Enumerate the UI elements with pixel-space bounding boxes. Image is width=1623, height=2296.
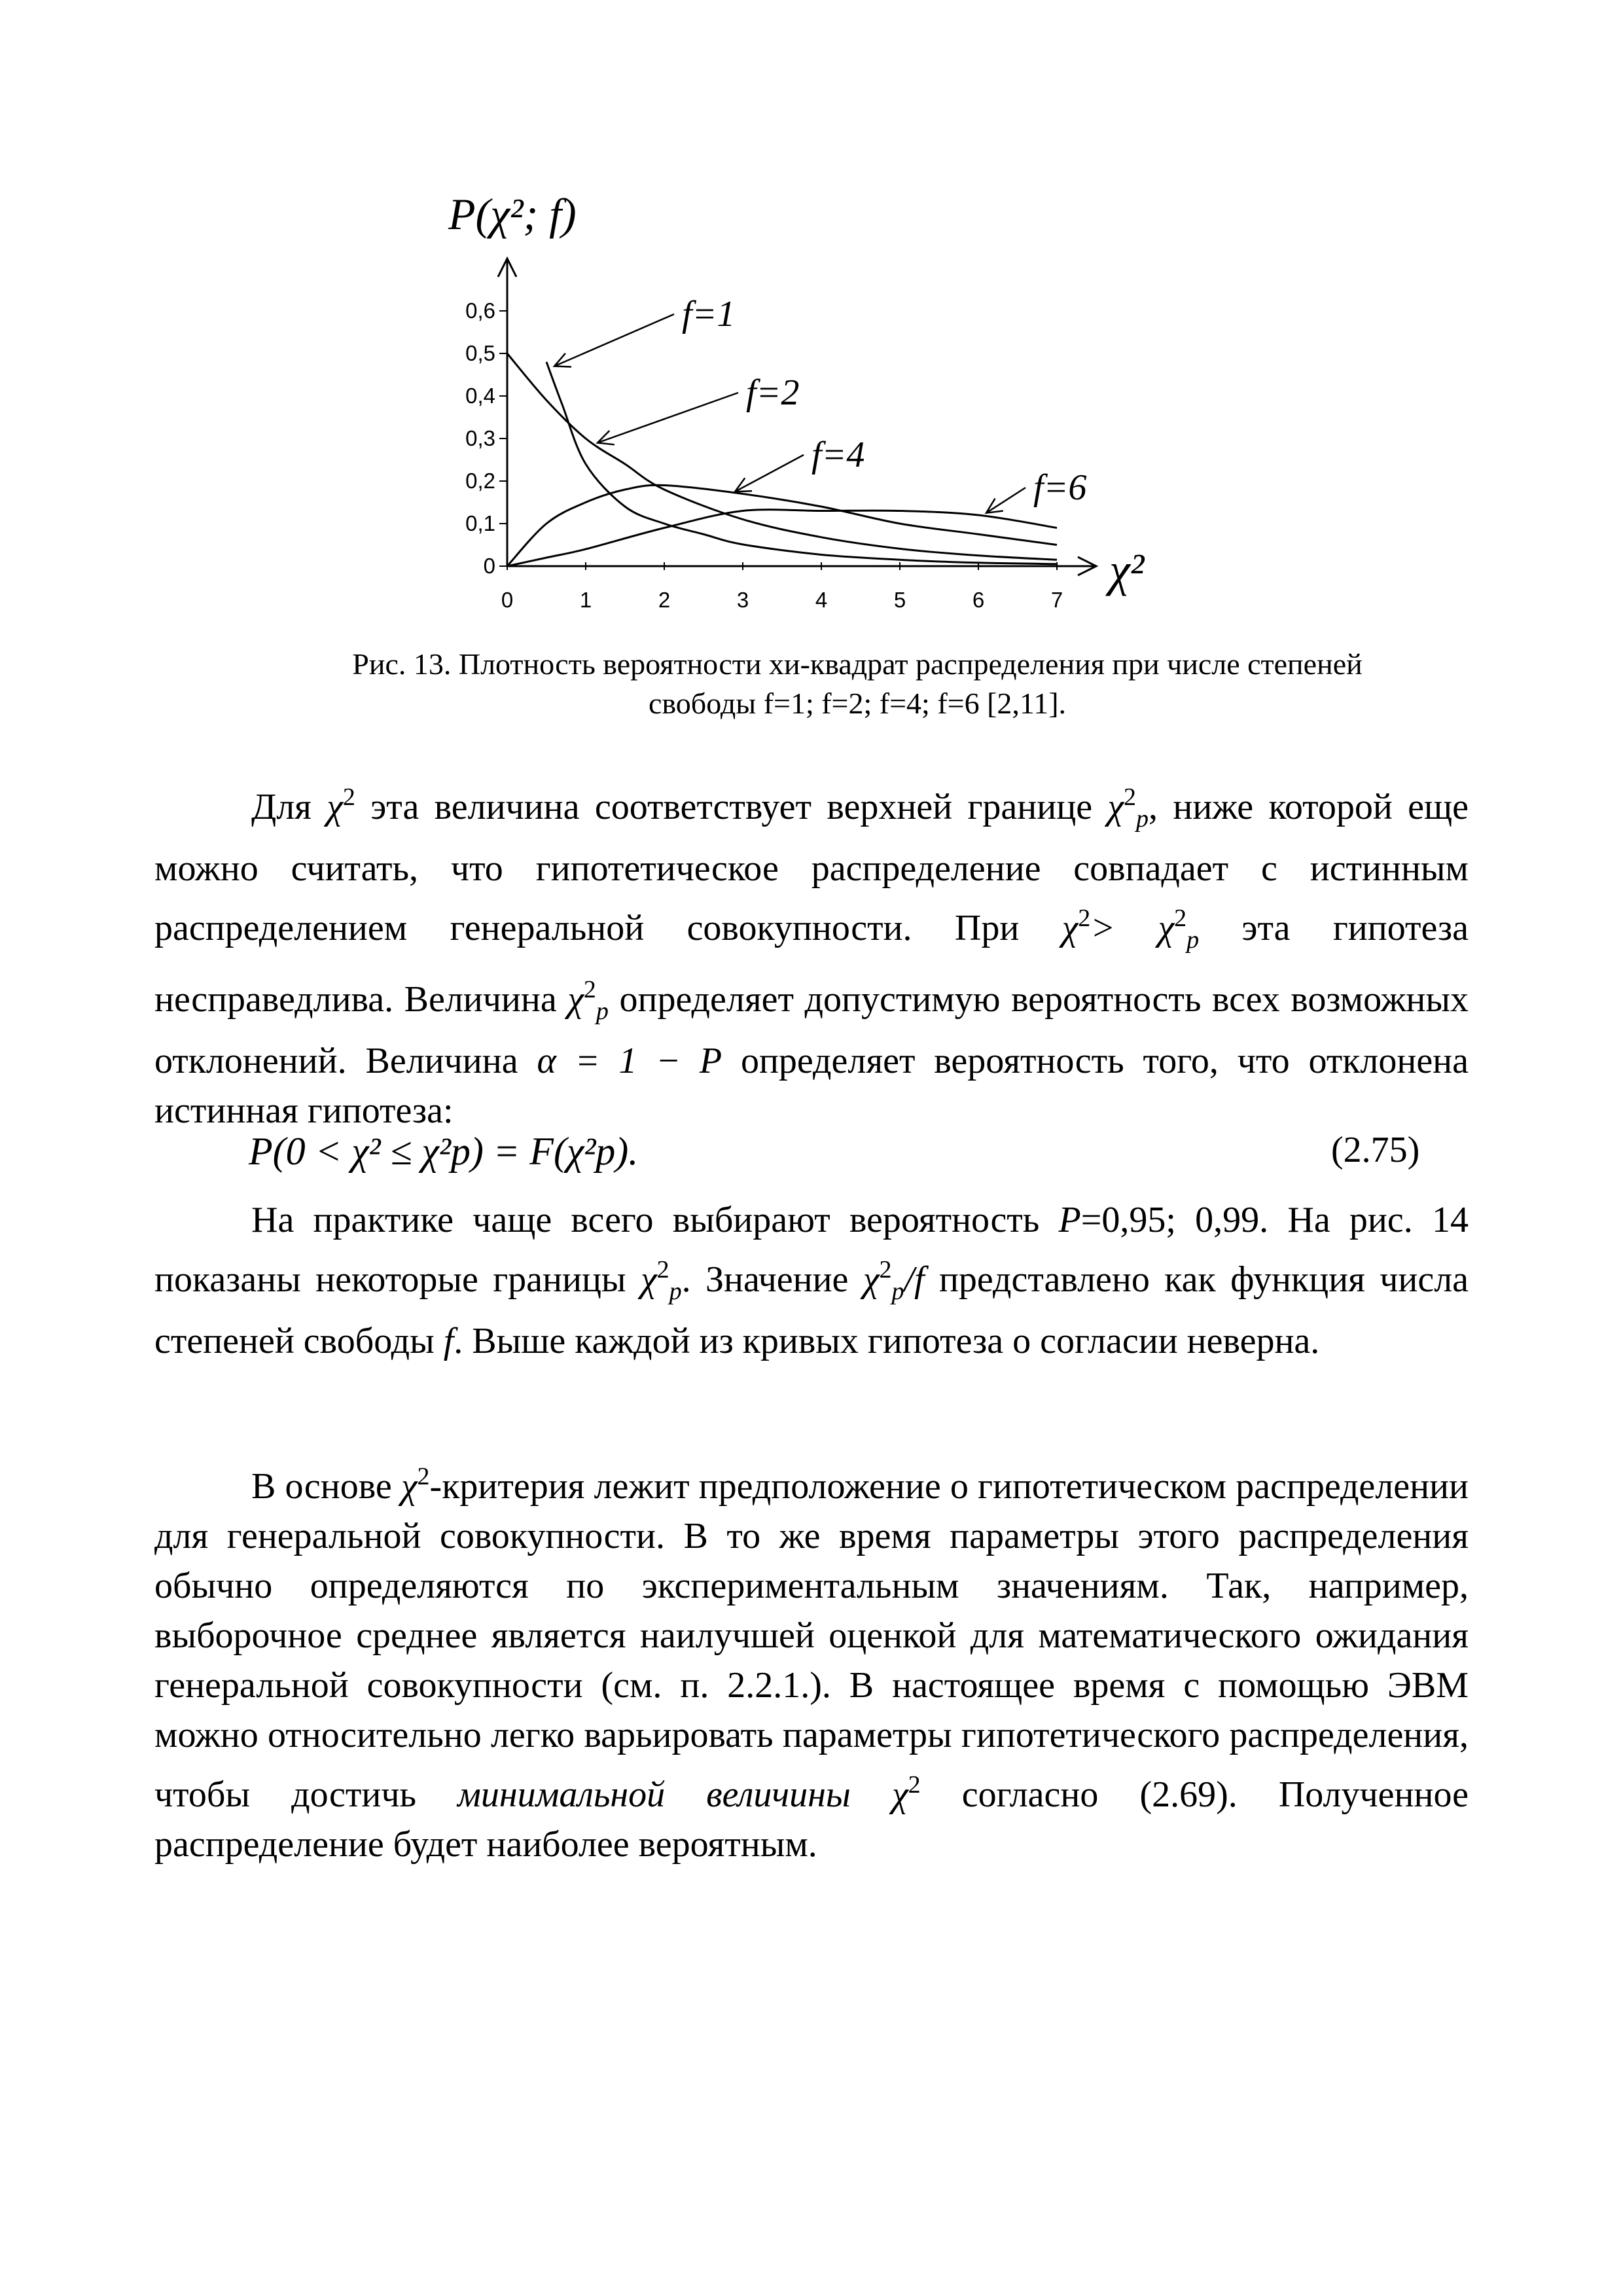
y-tick-label: 0,2	[465, 469, 495, 493]
annotation-arrow	[735, 455, 804, 492]
x-axis-label	[1105, 544, 1145, 596]
p3-text-a: В основе	[251, 1465, 401, 1507]
y-axis-label	[448, 189, 577, 239]
chart-annotations	[554, 294, 1086, 513]
y-tick-label: 0,1	[465, 511, 495, 535]
y-tick-label: 0	[483, 554, 495, 578]
x-tick-label: 6	[972, 588, 985, 612]
chi2-symbol: $\chi^2$	[327, 783, 355, 827]
annotation-arrow	[597, 393, 738, 443]
p2-text-d: представлено как функция числа степеней свободы	[154, 1259, 1469, 1362]
caption-line-2: свободы f=1; f=2; f=4; f=6 [2,11].	[648, 687, 1067, 720]
formula-2-75: P(0 < χ² ≤ χ²p) = F(χ²p).	[249, 1130, 639, 1173]
chi2p-over-f: $\chi^2_p/f$	[863, 1256, 925, 1306]
p2-text-b: =0,95; 0,99. На рис. 14 показаны некоторые границы	[154, 1200, 1469, 1300]
emphasis-min-value: минимальной величины	[457, 1774, 851, 1815]
p2-text-a: На практике чаще всего выбирают вероятность	[251, 1200, 1059, 1240]
y-tick-label: 0,4	[465, 384, 495, 408]
p1-text-b: эта величина соответствует верхней границе	[355, 786, 1108, 827]
figure-caption	[249, 645, 1466, 723]
x-tick-label: 3	[736, 588, 749, 612]
p1-text-f: определяет вероятность того, что отклонена истинная гипотеза:	[154, 1041, 1469, 1132]
p1-text-a: Для	[251, 786, 327, 827]
chi2p-symbol-3: $\chi^2_p$	[640, 1256, 682, 1306]
p3-text-b: -критерия лежит предположение о гипотетическом распределении для генеральной совокупности. В то же время параметры этого распределения обычно определяются по экспериментальным значениям. Так, например, выборочное среднее является наилучшей оценкой для математического ожидания генеральной совокупности (см. п. 2.2.1.). В настоящее время с помощью ЭВМ можно относительно легко варьировать параметры гипотетического распределения, чтобы достичь	[154, 1465, 1469, 1815]
equation-number: (2.75)	[1331, 1130, 1420, 1170]
x-tick-label: 2	[658, 588, 671, 612]
p1-text-e: определяет допустимую вероятность всех возможных отклонений. Величина	[154, 979, 1469, 1082]
paragraph-3	[154, 1452, 1469, 1869]
x-axis-title: χ²	[1109, 544, 1145, 596]
chi2-symbol-3: $\chi^2$	[891, 1770, 921, 1815]
chi2p-symbol-2: $\chi^2_p$	[567, 976, 609, 1026]
x-tick-label: 7	[1050, 588, 1063, 612]
y-tick-label: 0,5	[465, 341, 495, 365]
chi-square-density-chart	[366, 167, 1178, 632]
x-tick-label: 0	[501, 588, 514, 612]
y-tick-label: 0,6	[465, 298, 495, 323]
annotation-label: f=4	[812, 435, 865, 475]
annotation-arrow	[986, 488, 1026, 513]
paragraph-1	[154, 772, 1469, 1136]
p1-text-c: , ниже которой еще можно считать, что гипотетическое распределение совпадает с истинным распределением генеральной совокупности. При	[154, 786, 1469, 948]
x-tick-label: 1	[579, 588, 592, 612]
chi2p-symbol: $\chi^2_p$	[1107, 783, 1149, 833]
chart-axes	[498, 259, 1096, 575]
alpha-expression: α = 1 − P	[537, 1041, 722, 1082]
paragraph-2	[154, 1195, 1469, 1366]
p-symbol: P	[1058, 1200, 1081, 1240]
series-line-f6	[507, 510, 1057, 566]
annotation-label: f=2	[746, 372, 800, 413]
y-ticks	[465, 298, 507, 578]
y-axis-title: P(χ²; f)	[448, 189, 577, 239]
chi2-gt-chi2p: $\chi^2> \chi^2_p$	[1061, 905, 1200, 954]
chi2-symbol-2: $\chi^2$	[401, 1463, 430, 1507]
x-tick-label: 4	[815, 588, 828, 612]
p2-text-e: . Выше каждой из кривых гипотеза о согласии неверна.	[454, 1321, 1320, 1362]
p3-text-c: согласно (2.69). Полученное распределение будет наиболее вероятным.	[154, 1774, 1469, 1865]
x-tick-label: 5	[893, 588, 906, 612]
f-symbol: f	[443, 1321, 454, 1362]
x-ticks	[501, 562, 1063, 612]
p1-text-d: эта гипотеза несправедлива. Величина	[154, 907, 1469, 1020]
series-line-f4	[507, 485, 1057, 566]
caption-line-1: Рис. 13. Плотность вероятности хи-квадрат распределения при числе степеней	[352, 647, 1363, 681]
annotation-label: f=1	[682, 294, 736, 334]
annotation-label: f=6	[1033, 467, 1087, 508]
annotation-arrow	[554, 314, 674, 367]
y-tick-label: 0,3	[465, 426, 495, 450]
p2-text-c: . Значение	[681, 1259, 863, 1300]
